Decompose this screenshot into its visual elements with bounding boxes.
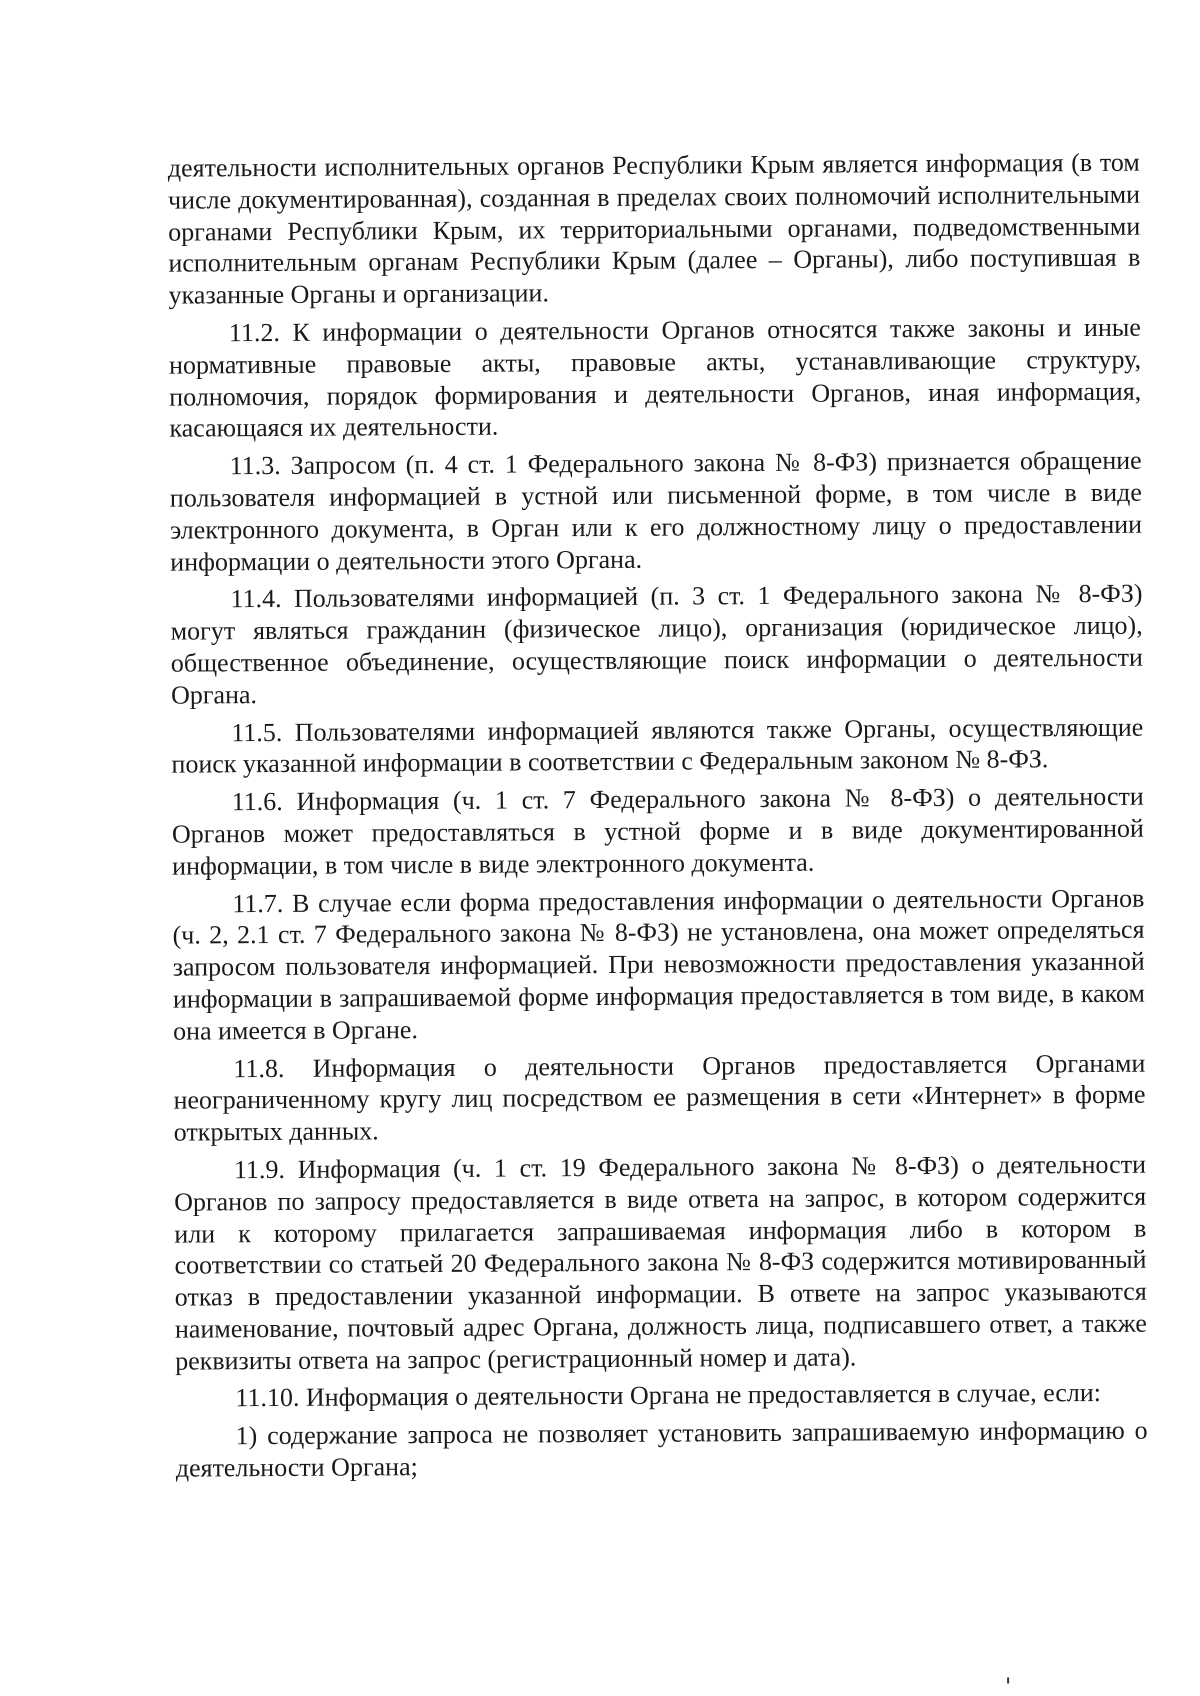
paragraph-11-9: 11.9. Информация (ч. 1 ст. 19 Федерального закона № 8-ФЗ) о деятельности Органов по запросу предоставляется в виде ответа на запрос, в котором содержится или к которому прилагается запрашиваемая информация либо в котором в соответствии со статьей 20 Федерального закона № 8-ФЗ содержится мотивированный отказ в предоставлении указанной информации. В ответе на запрос указываются наименование, почтовый адрес Органа, должность лица, подписавшего ответ, а также реквизиты ответа на запрос (регистрационный номер и дата). bbox=[174, 1149, 1148, 1376]
paragraph-11-6: 11.6. Информация (ч. 1 ст. 7 Федерального закона № 8-ФЗ) о деятельности Органов может предоставляться в устной форме и в виде документированной информации, в том числе в виде электронного документа. bbox=[171, 781, 1144, 881]
scan-mark bbox=[1007, 1678, 1009, 1684]
paragraph-11-5: 11.5. Пользователями информацией являются также Органы, осуществляющие поиск указанной информации в соответствии с Федеральным законом № 8-ФЗ. bbox=[171, 712, 1144, 779]
paragraph-11-7: 11.7. В случае если форма предоставления информации о деятельности Органов (ч. 2, 2.1 ст. 7 Федерального закона № 8-ФЗ) не установлена, она может определяться запросом пользователя информацией. При невозможности предоставления указанной информации в запрашиваемой форме информация предоставляется в том виде, в каком она имеется в Органе. bbox=[172, 883, 1145, 1046]
paragraph-11-2: 11.2. К информации о деятельности Органов относятся также законы и иные нормативные правовые акты, правовые акты, устанавливающие структуру, полномочия, порядок формирования и деятельности Органов, иная информация, касающаяся их деятельности. bbox=[168, 312, 1142, 443]
document-body bbox=[168, 147, 1148, 1491]
paragraph-11-4: 11.4. Пользователями информацией (п. 3 ст. 1 Федерального закона № 8-ФЗ) могут являться гражданин (физическое лицо), организация (юридическое лицо), общественное объединение, осуществляющие поиск информации о деятельности Органа. bbox=[170, 579, 1143, 710]
paragraph-11-10: 11.10. Информация о деятельности Органа не предоставляется в случае, если: bbox=[235, 1378, 1102, 1413]
paragraph-11-3: 11.3. Запросом (п. 4 ст. 1 Федерального закона № 8-ФЗ) признается обращение пользователя информацией в устной или письменной форме, в том числе в виде электронного документа, в Орган или к его должностному лицу о предоставлении информации о деятельности этого Органа. bbox=[169, 445, 1143, 577]
list-item-1: 1) содержание запроса не позволяет установить запрашиваемую информацию о деятельности Органа; bbox=[175, 1415, 1148, 1483]
paragraph-11-8: 11.8. Информация о деятельности Органов предоставляется Органами неограниченному кругу лиц посредством ее размещения в сети «Интернет» в форме открытых данных. bbox=[173, 1048, 1146, 1147]
paragraph-intro: деятельности исполнительных органов Республики Крым является информация (в том числе документированная), созданная в пределах своих полномочий исполнительными органами Республики Крым, их территориальными органами, подведомственными исполнительным органам Республики Крым (далее – Органы), либо поступившая в указанные Органы и организации. bbox=[167, 147, 1141, 310]
